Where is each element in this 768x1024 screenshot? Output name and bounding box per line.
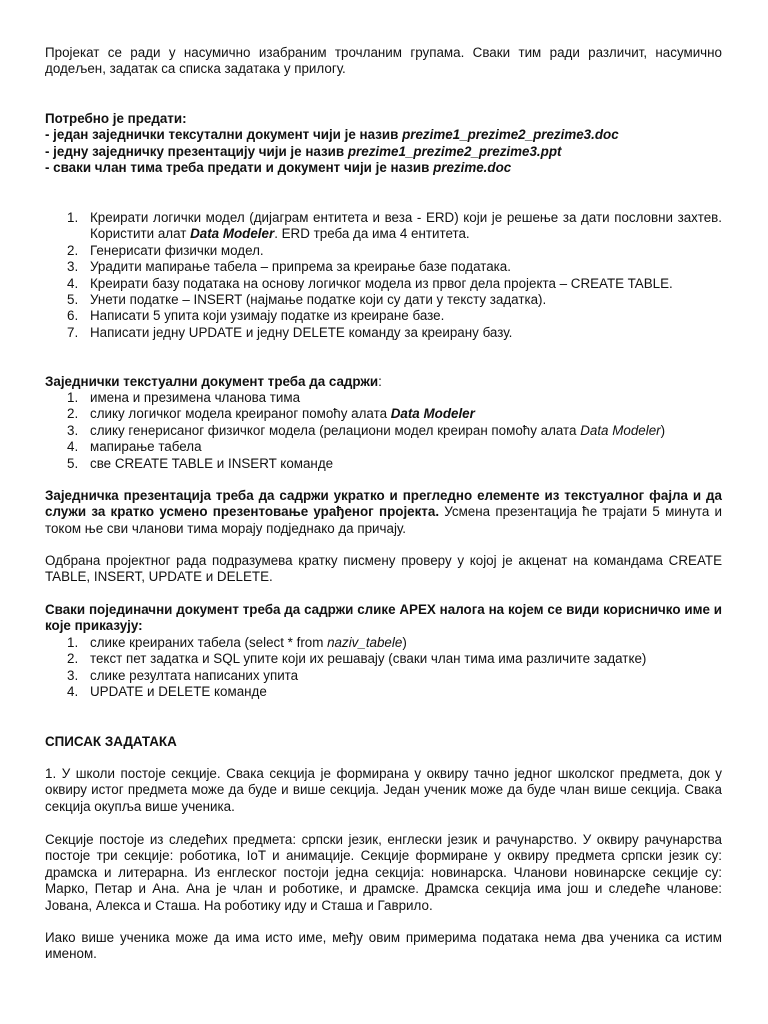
list-item: 3. Урадити мапирање табела – припрема за креирање базе података. bbox=[67, 259, 511, 275]
list-item: 6. Написати 5 упита који узимају податке из креиране базе. bbox=[67, 308, 445, 324]
individual-heading: Сваки појединачни документ треба да садржи слике APEX налога на којем се види корисничко име и које приказују: bbox=[45, 602, 722, 634]
list-item: 3. слику генерисаног физичког модела (релациони модел креиран помоћу алата Data Modeler) bbox=[67, 422, 666, 438]
presentation-paragraph: Заједничка презентација треба да садржи укратко и прегледно елементе из текстуалног фајла и да служи за кратко усмено презентовање урађеног пројекта. Усмена презентација ће трајати 5 минута и током ње сви чланови тима морају подједнако да причају. bbox=[45, 488, 723, 536]
list-item: 1. Креирати логички модел (дијаграм ентитета и веза - ERD) који је решење за дати пословни захтев. Користити алат Data Modeler. ERD треба да има 4 ентитета. bbox=[67, 210, 722, 242]
deliverable-line: - сваки члан тима треба предати и документ чији је назив prezime.doc bbox=[45, 160, 512, 176]
intro-paragraph: Пројекат се ради у насумично изабраним трочланим групама. Сваки тим ради различит, насумично додељен, задатак са списка задатака у прилогу. bbox=[45, 45, 722, 77]
list-item: 5. Унети податке – INSERT (најмање податке који су дати у тексту задатка). bbox=[67, 292, 547, 308]
list-item: 2. слику логичког модела креираног помоћу алата Data Modeler bbox=[67, 406, 475, 422]
list-item: 2. Генерисати физички модел. bbox=[67, 242, 264, 258]
doc-contents-list bbox=[45, 390, 722, 472]
filename: prezime1_prezime2_prezime3.doc bbox=[402, 127, 619, 143]
deliverables-heading: Потребно је предати: bbox=[45, 111, 187, 126]
list-item: 4. мапирање табела bbox=[67, 439, 202, 455]
list-item: 1. имена и презимена чланова тима bbox=[67, 390, 301, 405]
list-item: 5. све CREATE TABLE и INSERT команде bbox=[67, 455, 334, 471]
list-item: 3. слике резултата написаних упита bbox=[67, 667, 299, 683]
tool-name: Data Modeler bbox=[580, 422, 661, 438]
deliverable-line: - једну заједничку презентацију чији је назив prezime1_prezime2_prezime3.ppt bbox=[45, 143, 562, 159]
filename: prezime1_prezime2_prezime3.ppt bbox=[347, 143, 562, 159]
tool-name: Data Modeler bbox=[190, 226, 275, 242]
list-item: 7. Написати једну UPDATE и једну DELETE команду за креирану базу. bbox=[67, 324, 513, 340]
table-placeholder: naziv_tabele bbox=[327, 635, 403, 650]
deliverable-line: - један заједнички тексутални документ чији је назив prezime1_prezime2_prezime3.doc bbox=[45, 127, 619, 143]
task-paragraph: Секције постоје из следећих предмета: српски језик, енглески језик и рачунарство. У оквиру рачунарства постоје три секције: роботика, IoT и анимације. Секције формиране у оквиру предмета српски језик су: драмска и литерарна. Из енглеског постоји једна секција: новинарска. Чланови новинарске секције су: Марко, Петар и Ана. Ана је члан и роботике, и драмске. Драмска секција има још и следеће чланове: Јована, Алекса и Сташа. На роботику иду и Сташа и Гаврило. bbox=[45, 832, 722, 913]
list-item: 2. текст пет задатка и SQL упите који их решавају (сваки члан тима има различите задатке) bbox=[67, 651, 647, 667]
defense-paragraph: Одбрана пројектног рада подразумева кратку писмену проверу у којој је акценат на командама CREATE TABLE, INSERT, UPDATE и DELETE. bbox=[45, 553, 722, 585]
tool-name: Data Modeler bbox=[390, 406, 475, 422]
individual-list bbox=[45, 635, 722, 701]
list-item: 4. UPDATE и DELETE команде bbox=[67, 684, 267, 700]
steps-list bbox=[45, 210, 722, 341]
deliverables-section bbox=[45, 111, 722, 177]
filename: prezime.doc bbox=[433, 160, 512, 176]
list-item: 1. слике креираних табела (select * from naziv_tabele) bbox=[67, 635, 407, 650]
list-item: 4. Креирати базу података на основу логичког модела из првог дела пројекта – CREATE TABLE. bbox=[67, 275, 673, 291]
doc-contents-heading: Заједнички текстуални документ треба да садржи: bbox=[45, 374, 382, 389]
task-paragraph: Иако више ученика може да има исто име, међу овим примерима података нема два ученика са истим именом. bbox=[45, 930, 722, 962]
task-paragraph: 1. У школи постоје секције. Свака секција је формирана у оквиру тачно једног школског предмета, док у оквиру истог предмета може да буде и више секција. Један ученик може да буде члан више секција. Свака секција окупља више ученика. bbox=[45, 766, 722, 814]
task-list-heading: СПИСАК ЗАДАТАКА bbox=[45, 734, 177, 749]
